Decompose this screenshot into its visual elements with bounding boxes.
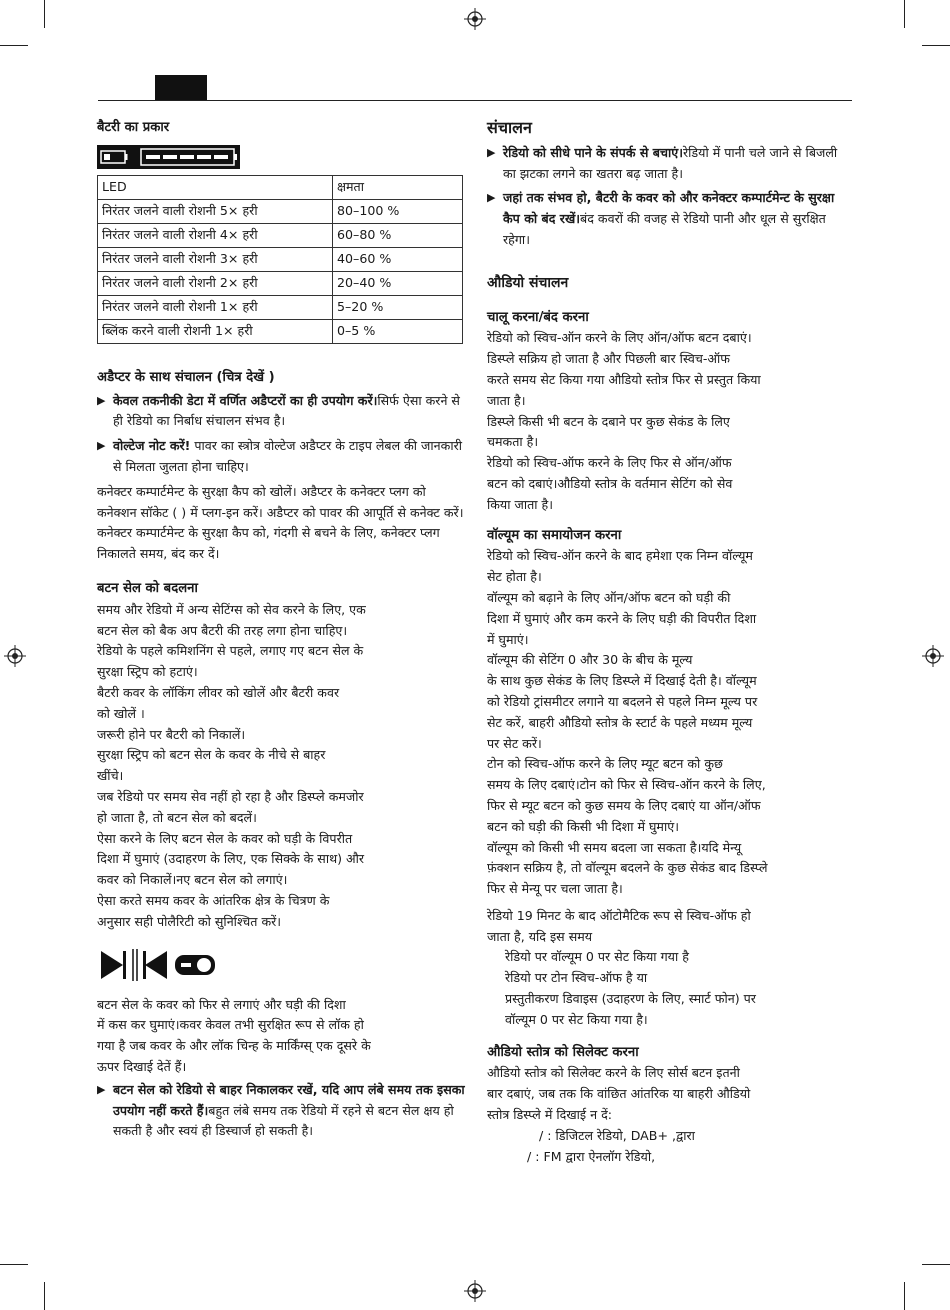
table-row — [98, 319, 463, 343]
text-line: बटन सेल को बैक अप बैटरी की तरह लगा होना चाहिए। — [97, 622, 348, 638]
text-line: गया है जब कवर के और लॉक चिन्ह के मार्किंग्स् एक दूसरे के — [97, 1038, 371, 1054]
cover-text — [97, 995, 467, 1078]
text-line: पर सेट करें। — [487, 735, 542, 751]
table-header-cell: क्षमता — [333, 175, 463, 199]
text-line: रेडियो के पहले कमिशनिंग से पहले, लगाए गए बटन सेल के — [97, 643, 364, 659]
text-line: रेडियो को स्विच-ऑन करने के लिए ऑन/ऑफ बटन दबाएं। — [487, 330, 752, 346]
source-heading: औडियो स्तोत्र को सिलेक्ट करना — [487, 1044, 639, 1060]
registration-mark-left — [4, 645, 26, 667]
source-text — [487, 1063, 849, 1125]
volume-heading: वॉल्यूम का समायोजन करना — [487, 527, 622, 543]
list-item: रेडियो पर टोन स्विच-ऑफ है या — [505, 970, 648, 986]
lock-symbols-icon — [99, 947, 219, 983]
operation-heading: संचालन — [487, 118, 532, 137]
bullet-triangle-icon: ▶ — [97, 439, 106, 453]
text-line: बटन सेल के कवर को फिर से लगाएं और घड़ी की दिशा — [97, 996, 346, 1012]
adapter-bullet-2-text: पावर का स्त्रोत्र वोल्टेज अडैप्टर के टाइप लेबल की जानकारी से मिलता जुलता होना चाहिए। — [113, 438, 462, 474]
list-item: रेडियो पर वॉल्यूम 0 पर सेट किया गया है — [505, 949, 689, 965]
table-row — [98, 247, 463, 271]
operation-bullet-1-text: रेडियो में पानी चले जाने से बिजली का झटका लगने का खतरा बढ़ जाता है। — [503, 144, 838, 181]
crop-mark — [922, 1264, 950, 1265]
audio-heading: औडियो संचालन — [487, 274, 569, 291]
text-line: फिर से मेन्यू पर चला जाता है। — [487, 881, 623, 897]
auto-off-text — [487, 906, 849, 948]
source-option-dab: / : डिजिटल रेडियो, DAB+ ,द्वारा — [539, 1127, 695, 1143]
text-line: रेडियो 19 मिनट के बाद ऑटोमैटिक रूप से स्विच-ऑफ हो — [487, 907, 751, 923]
text-line: सेट होता है। — [487, 569, 542, 585]
adapter-bullet-2-bold: वोल्टेज नोट करें! — [113, 438, 191, 454]
adapter-paragraph-2: कनेक्टर कम्पार्टमेन्ट के सुरक्षा कैप को, गंदगी से बचने के लिए, कनेक्टर प्लग निकालते समय, बंद कर दें। — [97, 525, 440, 562]
text-line: किया जाता है। — [487, 496, 554, 512]
adapter-bullet-1-bold: केवल तकनीकी डेटा में वर्णित अडैप्टरों का ही उपयोग करें। — [113, 392, 378, 408]
crop-mark — [0, 45, 28, 46]
text-line: में घुमाएं। — [487, 631, 529, 647]
text-line: बटन को घड़ी की किसी भी दिशा में घुमाएं। — [487, 818, 679, 834]
table-cell: 60–80 % — [333, 223, 463, 247]
table-cell: निरंतर जलने वाली रोशनी 5× हरी — [98, 199, 333, 223]
text-line: जाता है, यदि इस समय — [487, 928, 593, 944]
text-line: जरूरी होने पर बैटरी को निकालें। — [97, 726, 246, 742]
table-header-cell: LED — [98, 175, 333, 199]
table-cell: 40–60 % — [333, 247, 463, 271]
table-cell: 80–100 % — [333, 199, 463, 223]
text-line: के साथ कुछ सेकंड के लिए डिस्प्ले में दिखाई देती है। वॉल्यूम — [487, 673, 757, 689]
table-cell: निरंतर जलने वाली रोशनी 3× हरी — [98, 247, 333, 271]
text-line: समय के लिए दबाएं।टोन को फिर से स्विच-ऑन करने के लिए, — [487, 777, 766, 793]
table-cell: 20–40 % — [333, 271, 463, 295]
bullet-triangle-icon: ▶ — [97, 393, 106, 407]
text-line: रेडियो को स्विच-ऑफ करने के लिए फिर से ऑन/ऑफ — [487, 455, 732, 471]
text-line: वॉल्यूम को बढ़ाने के लिए ऑन/ऑफ बटन को घड़ी की — [487, 589, 731, 605]
onoff-heading: चालू करना/बंद करना — [487, 309, 589, 325]
text-line: फिर से म्यूट बटन को कुछ समय के लिए दबाएं या ऑन/ऑफ — [487, 797, 761, 813]
led-capacity-table — [97, 175, 463, 344]
text-line: में कस कर घुमाएं।कवर केवल तभी सुरक्षित रूप से लॉक हो — [97, 1017, 364, 1033]
crop-mark — [44, 1282, 45, 1310]
source-option-fm: / : FM द्वारा ऐनलॉग रेडियो, — [527, 1148, 656, 1164]
adapter-bullet-2 — [97, 436, 467, 478]
registration-mark-top — [464, 8, 486, 30]
cell-text — [97, 600, 467, 933]
table-cell: 5–20 % — [333, 295, 463, 319]
bullet-triangle-icon: ▶ — [97, 1082, 106, 1096]
text-line: कवर को निकालें।नए बटन सेल को लगाएं। — [97, 872, 288, 888]
text-line: डिस्प्ले किसी भी बटन के दबाने पर कुछ सेकंड के लिए — [487, 413, 730, 429]
text-line: ऊपर दिखाई देतें हैं। — [97, 1058, 187, 1074]
header-rule — [98, 100, 852, 101]
text-line: सुरक्षा स्ट्रिप को बटन सेल के कवर के नीचे से बाहर — [97, 747, 326, 763]
table-cell: 0–5 % — [333, 319, 463, 343]
operation-bullet-2-text: बंद कवरों की वजह से रेडियो पानी और धूल से सुरक्षित रहेगा। — [503, 211, 826, 247]
text-line: सेट करें, बाहरी औडियो स्तोत्र के स्टार्ट के पहले मध्यम मूल्य — [487, 714, 753, 730]
operation-bullet-1-bold: रेडियो को सीधे पाने के संपर्क से बचाएं। — [503, 144, 683, 160]
table-row — [98, 199, 463, 223]
operation-bullet-1 — [487, 143, 849, 185]
text-line: सुरक्षा स्ट्रिप को हटाएं। — [97, 664, 198, 680]
text-line: रेडियो को स्विच-ऑन करने के बाद हमेशा एक निम्न वॉल्यूम — [487, 548, 753, 564]
text-line: जाता है। — [487, 392, 526, 408]
onoff-text — [487, 328, 849, 515]
text-line: बैटरी कवर के लॉकिंग लीवर को खोलें और बैटरी कवर — [97, 684, 340, 700]
table-row — [98, 295, 463, 319]
registration-mark-right — [922, 645, 944, 667]
text-line: समय और रेडियो में अन्य सेटिंग्स को सेव करने के लिए, एक — [97, 601, 366, 617]
adapter-bullet-1 — [97, 391, 467, 433]
text-line: बार दबाएं, जब तक कि वांछित आंतरिक या बाहरी औडियो — [487, 1086, 751, 1102]
text-line: ऐसा करते समय कवर के आंतरिक क्षेत्र के चित्रण के — [97, 892, 330, 908]
right-column — [487, 118, 849, 1167]
text-line: को रेडियो ट्रांसमीटर लगाने या बदलने से पहले निम्न मूल्य पर — [487, 693, 758, 709]
volume-text — [487, 546, 849, 900]
header-tab — [155, 75, 207, 101]
text-line: ऐसा करने के लिए बटन सेल के कवर को घड़ी के विपरीत — [97, 830, 353, 846]
battery-icon — [97, 145, 240, 169]
table-header-row — [98, 175, 463, 199]
cell-heading: बटन सेल को बदलना — [97, 580, 198, 596]
adapter-bullet-1-text: सिर्फ ऐसा करने से ही रेडियो का निर्बाध संचालन संभव है। — [113, 392, 460, 429]
table-cell: निरंतर जलने वाली रोशनी 2× हरी — [98, 271, 333, 295]
operation-bullet-2 — [487, 188, 849, 250]
text-line: औडियो स्तोत्र को सिलेक्ट करने के लिए सोर्स बटन इतनी — [487, 1065, 740, 1081]
list-item: वॉल्यूम 0 पर सेट किया गया है। — [505, 1011, 648, 1027]
text-line: वॉल्यूम को किसी भी समय बदला जा सकता है।यदि मेन्यू — [487, 839, 742, 855]
table-row — [98, 271, 463, 295]
text-line: हो जाता है, तो बटन सेल को बदलें। — [97, 809, 257, 825]
cover-bullet-text: बहुत लंबे समय तक रेडियो में रहने से बटन सेल क्षय हो सकती है और स्वयं ही डिस्चार्ज हो सकती है। — [113, 1102, 454, 1139]
text-line: दिशा में घुमाएं और कम करने के लिए घड़ी की विपरीत दिशा — [487, 610, 757, 626]
text-line: करते समय सेट किया गया औडियो स्तोत्र फिर से प्रस्तुत किया — [487, 371, 761, 387]
adapter-paragraph-1: कनेक्टर कम्पार्टमेन्ट के सुरक्षा कैप को खोलें। अडैप्टर के कनेक्टर प्लग को कनेक्शन सॉकेट ( ) में प्लग-इन करें। अडैप्टर को पावर की आपूर्ति से कनेक्ट करें। — [97, 483, 464, 520]
left-column — [97, 118, 467, 1142]
text-line: फ़ंक्शन सक्रिय है, तो वॉल्यूम बदलने के कुछ सेकंड बाद डिस्प्ले — [487, 860, 768, 876]
crop-mark — [44, 0, 45, 28]
cover-bullet-bold: बटन सेल को रेडियो से बाहर निकालकर रखें, यदि आप लंबे समय तक इसका उपयोग नहीं करते हैं। — [113, 1081, 465, 1118]
text-line: को खोलें । — [97, 705, 145, 721]
text-line: खींचे। — [97, 768, 124, 784]
crop-mark — [904, 0, 905, 28]
text-line: चमकता है। — [487, 434, 539, 450]
text-line: बटन को दबाएं।औडियो स्तोत्र के वर्तमान सेटिंग को सेव — [487, 475, 733, 491]
list-item: प्रस्तुतीकरण डिवाइस (उदाहरण के लिए, स्मार्ट फोन) पर — [505, 991, 756, 1007]
text-line: दिशा में घुमाएं (उदाहरण के लिए, एक सिक्के के साथ) और — [97, 851, 365, 867]
text-line: डिस्प्ले सक्रिय हो जाता है और पिछली बार स्विच-ऑफ — [487, 351, 730, 367]
crop-mark — [904, 1282, 905, 1310]
bullet-triangle-icon: ▶ — [487, 191, 496, 205]
bullet-triangle-icon: ▶ — [487, 145, 496, 159]
table-cell: ब्लिंक करने वाली रोशनी 1× हरी — [98, 319, 333, 343]
registration-mark-bottom — [464, 1280, 486, 1302]
table-cell: निरंतर जलने वाली रोशनी 1× हरी — [98, 295, 333, 319]
auto-off-list — [487, 947, 849, 1030]
text-line: स्तोत्र डिस्प्ले में दिखाई न दें: — [487, 1107, 612, 1123]
text-line: अनुसार सही पोलैरिटी को सुनिश्चित करें। — [97, 913, 282, 929]
text-line: जब रेडियो पर समय सेव नहीं हो रहा है और डिस्प्ले कमजोर — [97, 788, 364, 804]
table-row — [98, 223, 463, 247]
operation-bullet-2-bold: जहां तक संभव हो, बैटरी के कवर को और कनेक्टर कम्पार्टमेन्ट के सुरक्षा कैप को बंद रखें। — [503, 190, 835, 227]
battery-type-heading: बैटरी का प्रकार — [97, 120, 170, 135]
text-line: वॉल्यूम की सेटिंग 0 और 30 के बीच के मूल्य — [487, 652, 693, 668]
crop-mark — [0, 1264, 28, 1265]
adapter-heading: अडैप्टर के साथ संचालन (चित्र देखें ) — [97, 369, 275, 385]
crop-mark — [922, 45, 950, 46]
text-line: टोन को स्विच-ऑफ करने के लिए म्यूट बटन को कुछ — [487, 756, 723, 772]
cover-bullet — [97, 1080, 467, 1142]
table-cell: निरंतर जलने वाली रोशनी 4× हरी — [98, 223, 333, 247]
